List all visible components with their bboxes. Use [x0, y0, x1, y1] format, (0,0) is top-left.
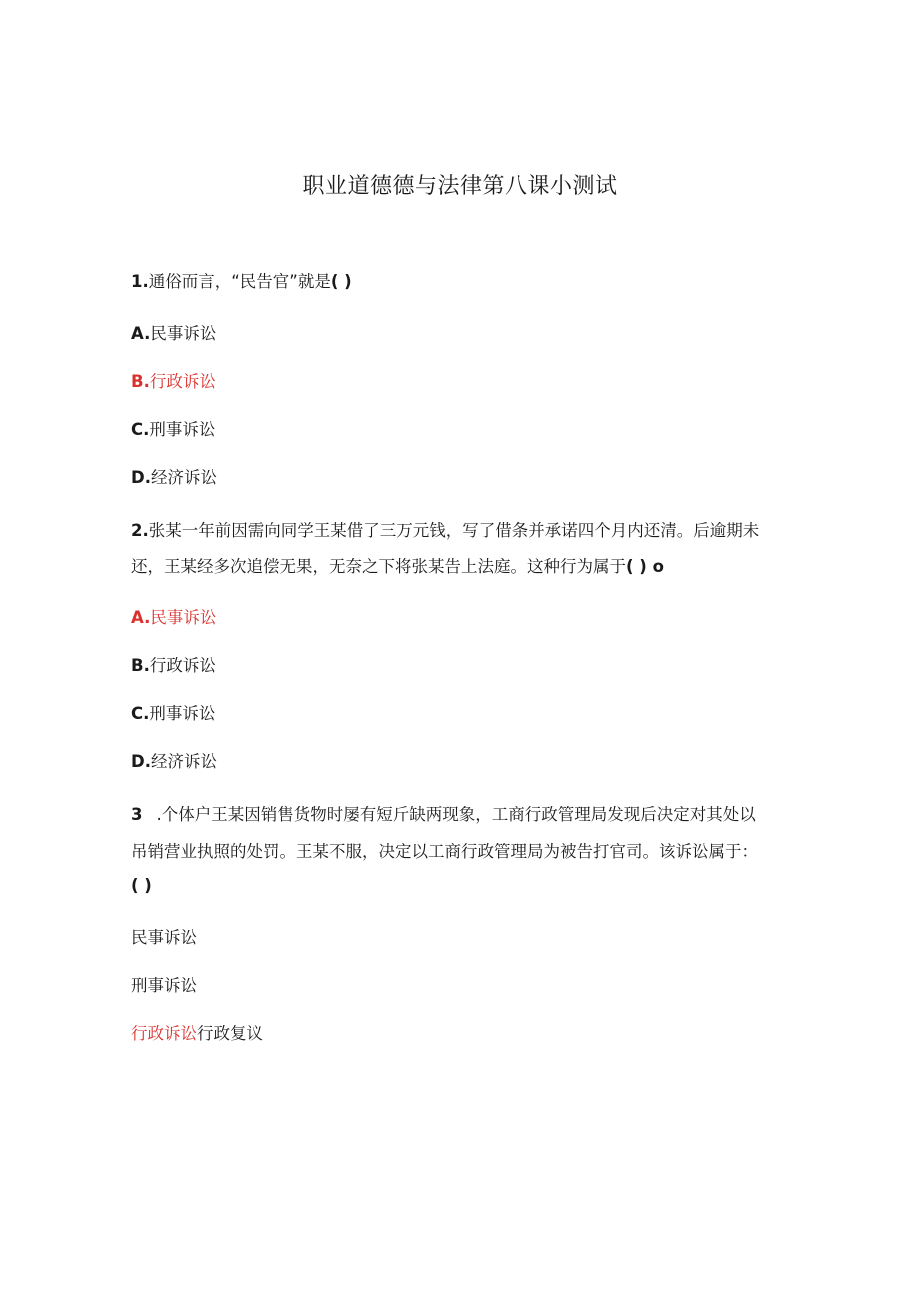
option-letter: C. [131, 420, 150, 439]
question-1-option-a [131, 322, 216, 346]
option-text: 经济诉讼 [150, 468, 217, 487]
option-letter: C. [131, 704, 150, 723]
question-1-number: 1. [131, 272, 149, 291]
question-3-stem-line2 [131, 840, 758, 864]
option-text: 民事诉讼 [150, 324, 217, 343]
option-letter: A. [131, 324, 151, 343]
question-1-option-c [131, 418, 215, 442]
option-letter: B. [131, 656, 150, 675]
option-text: 刑事诉讼 [131, 976, 197, 995]
question-3-stem-line1 [131, 803, 756, 827]
option-text: 刑事诉讼 [149, 704, 216, 723]
option-text: 行政诉讼 [149, 372, 216, 391]
question-2-option-d [131, 750, 217, 774]
question-2-number: 2. [131, 521, 149, 540]
question-2-text-2: 还，王某经多次追偿无果，无奈之下将张某告上法庭。这种行为属于 [131, 557, 626, 576]
option-letter: A. [131, 608, 151, 627]
option-text: 行政复议 [197, 1024, 263, 1043]
question-3-paren-text: ( ) [131, 876, 152, 895]
question-1-paren: ( ) [330, 272, 352, 291]
option-text: 刑事诉讼 [149, 420, 216, 439]
option-text: 经济诉讼 [150, 752, 217, 771]
question-2-option-c [131, 702, 215, 726]
option-text: 民事诉讼 [150, 608, 217, 627]
question-2-option-a-answer [131, 606, 216, 630]
question-3-option-2 [131, 974, 197, 998]
option-letter: B. [131, 372, 150, 391]
option-text: 民事诉讼 [131, 928, 197, 947]
page-title: 职业道德德与法律第八课小测试 [302, 174, 618, 199]
question-3-number: 3 [131, 805, 143, 824]
question-2-text-1: 张某一年前因需向同学王某借了三万元钱，写了借条并承诺四个月内还清。后逾期未 [148, 521, 760, 540]
option-text: 行政诉讼 [149, 656, 216, 675]
question-3-answer: 行政诉讼 [131, 1024, 197, 1043]
question-2-paren: ( ) o [626, 557, 664, 576]
question-1-option-d [131, 466, 217, 490]
question-2-option-b [131, 654, 216, 678]
option-letter: D. [131, 468, 151, 487]
question-3-option-3-4 [131, 1022, 263, 1046]
question-3-text-2: 吊销营业执照的处罚。王某不服，决定以工商行政管理局为被告打官司。该诉讼属于： [131, 842, 758, 861]
question-1-text: 通俗而言，“民告官”就是 [148, 272, 331, 291]
question-2-stem-line2 [131, 555, 664, 579]
question-1-stem [131, 270, 352, 294]
question-1-option-b-answer [131, 370, 216, 394]
question-3-option-1 [131, 926, 197, 950]
question-3-text-1: .个体户王某因销售货物时屡有短斤缺两现象，工商行政管理局发现后决定对其处以 [156, 805, 756, 824]
option-letter: D. [131, 752, 151, 771]
question-3-paren [131, 874, 152, 898]
question-2-stem-line1 [131, 519, 759, 543]
